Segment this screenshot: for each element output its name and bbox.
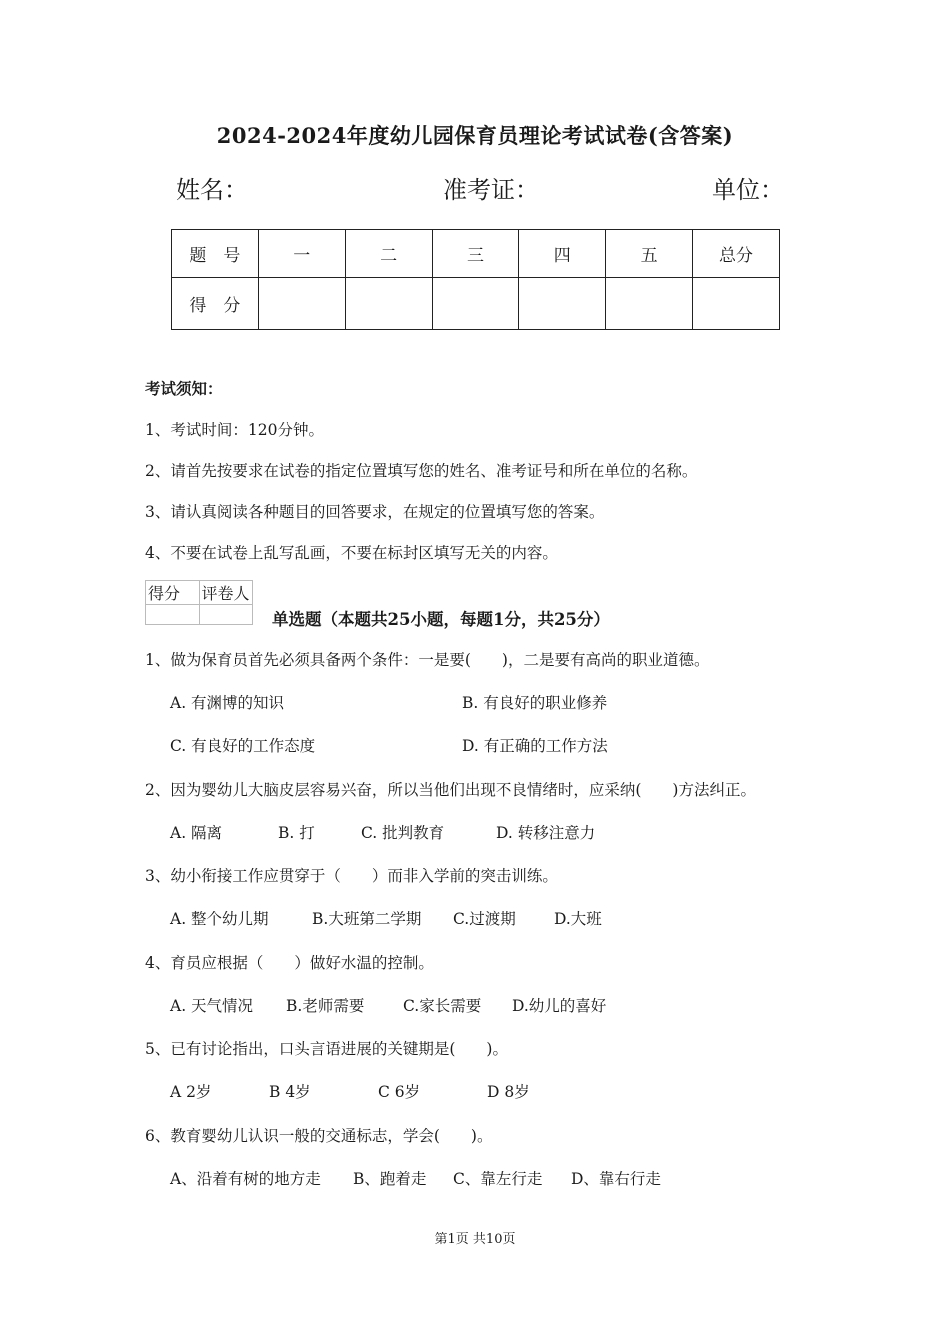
question-stem: 5、已有讨论指出，口头言语进展的关键期是( )。 <box>145 1040 508 1058</box>
question-option[interactable]: B 4岁 <box>269 1083 311 1101</box>
score-cell[interactable] <box>432 278 519 330</box>
question-option[interactable]: A. 天气情况 <box>170 997 254 1015</box>
score-table-header-row <box>172 230 780 278</box>
score-cell[interactable] <box>258 278 345 330</box>
exam-id-label: 准考证： <box>443 176 539 204</box>
question-option[interactable]: C 6岁 <box>378 1083 421 1101</box>
question-option[interactable]: B.大班第二学期 <box>312 910 422 928</box>
question-option[interactable]: A、沿着有树的地方走 <box>170 1170 321 1188</box>
page-footer: 第1页 共10页 <box>434 1232 516 1247</box>
score-table-head-cell: 题 号 <box>172 230 259 278</box>
grader-reviewer-cell[interactable] <box>199 605 253 625</box>
score-cell[interactable] <box>693 278 780 330</box>
question-option[interactable]: A. 隔离 <box>170 824 223 842</box>
question-option[interactable]: B. 有良好的职业修养 <box>462 694 608 712</box>
score-table-head-cell: 五 <box>606 230 693 278</box>
question-stem: 6、教育婴幼儿认识一般的交通标志，学会( )。 <box>145 1127 493 1145</box>
unit-label: 单位： <box>712 176 784 204</box>
notice-title: 考试须知： <box>145 379 223 398</box>
section-title: 单选题（本题共25小题，每题1分，共25分） <box>272 610 610 629</box>
grader-reviewer-label: 评卷人 <box>199 581 253 605</box>
score-table-head-cell: 总分 <box>693 230 780 278</box>
score-cell[interactable] <box>345 278 432 330</box>
question-option[interactable]: D. 转移注意力 <box>496 824 596 842</box>
question-option[interactable]: A. 有渊博的知识 <box>170 694 285 712</box>
question-option[interactable]: A. 整个幼儿期 <box>170 910 269 928</box>
page-title: 2024-2024年度幼儿园保育员理论考试试卷(含答案) <box>216 123 734 148</box>
notice-item: 1、考试时间：120分钟。 <box>145 421 324 439</box>
score-table-head-cell: 三 <box>432 230 519 278</box>
notice-item: 4、不要在试卷上乱写乱画，不要在标封区填写无关的内容。 <box>145 544 558 562</box>
score-cell[interactable] <box>606 278 693 330</box>
question-option[interactable]: B.老师需要 <box>286 997 365 1015</box>
question-option[interactable]: D、靠右行走 <box>571 1170 661 1188</box>
question-stem: 1、做为保育员首先必须具备两个条件：一是要( )，二是要有高尚的职业道德。 <box>145 651 710 669</box>
question-option[interactable]: C、靠左行走 <box>453 1170 543 1188</box>
question-stem: 2、因为婴幼儿大脑皮层容易兴奋，所以当他们出现不良情绪时，应采纳( )方法纠正。 <box>145 781 756 799</box>
grader-score-cell[interactable] <box>146 605 200 625</box>
score-table-head-cell: 二 <box>345 230 432 278</box>
notice-item: 3、请认真阅读各种题目的回答要求，在规定的位置填写您的答案。 <box>145 503 605 521</box>
question-option[interactable]: A 2岁 <box>170 1083 212 1101</box>
question-stem: 3、幼小衔接工作应贯穿于（ ）而非入学前的突击训练。 <box>145 867 558 885</box>
question-option[interactable]: B. 打 <box>278 824 315 842</box>
score-table <box>171 229 780 330</box>
notice-item: 2、请首先按要求在试卷的指定位置填写您的姓名、准考证号和所在单位的名称。 <box>145 462 698 480</box>
question-option[interactable]: B、跑着走 <box>353 1170 427 1188</box>
score-table-score-row <box>172 278 780 330</box>
question-option[interactable]: C.家长需要 <box>403 997 482 1015</box>
grader-box <box>145 580 253 625</box>
question-option[interactable]: D.大班 <box>554 910 602 928</box>
grader-score-label: 得分 <box>146 581 200 605</box>
question-option[interactable]: D 8岁 <box>487 1083 530 1101</box>
question-option[interactable]: C. 批判教育 <box>361 824 445 842</box>
score-table-head-cell: 一 <box>258 230 345 278</box>
question-stem: 4、育员应根据（ ）做好水温的控制。 <box>145 954 434 972</box>
name-label: 姓名： <box>176 176 248 204</box>
question-option[interactable]: D. 有正确的工作方法 <box>462 737 608 755</box>
question-option[interactable]: C. 有良好的工作态度 <box>170 737 316 755</box>
question-option[interactable]: D.幼儿的喜好 <box>512 997 607 1015</box>
question-option[interactable]: C.过渡期 <box>453 910 516 928</box>
score-cell[interactable] <box>519 278 606 330</box>
score-table-head-cell: 四 <box>519 230 606 278</box>
score-row-label: 得 分 <box>172 278 259 330</box>
